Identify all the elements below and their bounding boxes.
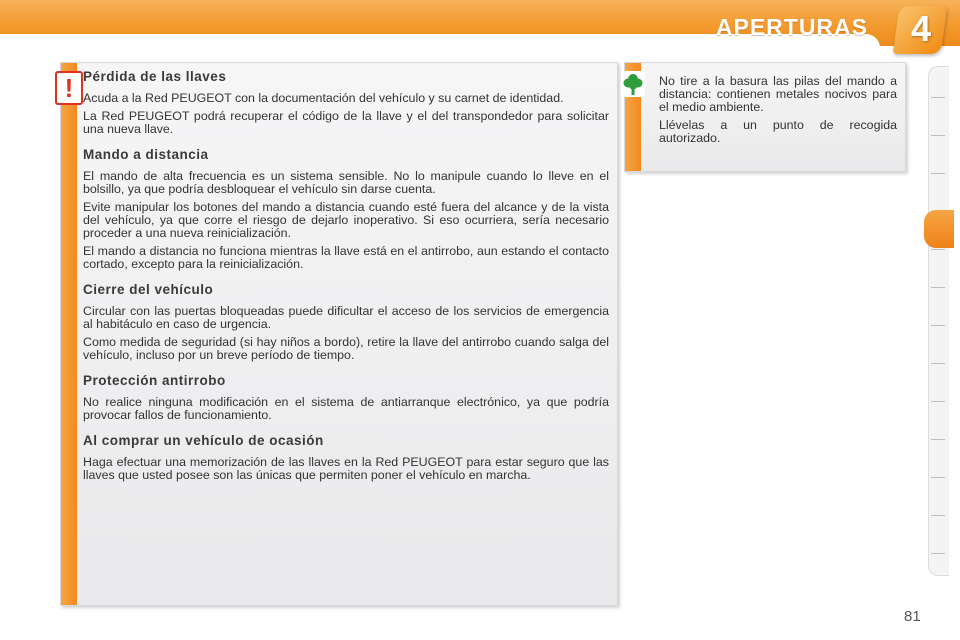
tree-eco-icon [621,71,645,97]
section-paragraph: Como medida de seguridad (si hay niños a bordo), retire la llave del antirrobo cuando salga del vehículo, incluso por un breve período de tiempo. [83,335,609,362]
section-title: Pérdida de las llaves [83,69,227,84]
section-paragraph: La Red PEUGEOT podrá recuperar el código de la llave y el del transpondedor para solicitar una nueva llave. [83,109,609,136]
eco-paragraph: No tire a la basura las pilas del mando a distancia: contienen metales nocivos para el medio ambiente. [659,74,897,114]
rail-tick [931,173,945,174]
section-perdida-llaves [83,69,609,136]
rail-tick [931,287,945,288]
rail-tick [931,325,945,326]
section-paragraph: El mando a distancia no funciona mientras la llave está en el antirrobo, aun estando el contacto cortado, excepto para la reinicialización. [83,244,609,271]
section-mando-distancia [83,147,609,271]
eco-panel-content [659,75,897,150]
section-title: Mando a distancia [83,147,209,162]
section-proteccion-antirrobo [83,373,609,422]
rail-tick [931,553,945,554]
rail-tick [931,249,945,250]
section-title: Protección antirrobo [83,373,226,388]
section-vehiculo-ocasion [83,433,609,482]
warning-exclamation-icon: ! [55,71,83,105]
section-paragraph: Evite manipular los botones del mando a distancia cuando esté fuera del alcance y de la vista del vehículo, ya que corre el riesgo de dejarlo inoperativo. Si eso ocurriera, sería necesario proceder a una nueva reinicialización. [83,200,609,240]
rail-tick [931,401,945,402]
eco-paragraph: Llévelas a un punto de recogida autorizado. [659,118,897,145]
section-paragraph: El mando de alta frecuencia es un sistema sensible. No lo manipule cuando lo lleve en el bolsillo, ya que podría desbloquear el vehículo sin darse cuenta. [83,169,609,196]
section-title: Al comprar un vehículo de ocasión [83,433,324,448]
section-cierre-vehiculo [83,282,609,362]
main-info-panel [60,62,618,606]
rail-tick [931,439,945,440]
rail-tick [931,363,945,364]
eco-info-panel [624,62,906,172]
chapter-index-rail [928,66,949,576]
section-paragraph: Circular con las puertas bloqueadas puede dificultar el acceso de los servicios de emergencia al habitáculo en caso de urgencia. [83,304,609,331]
chapter-title: APERTURAS [715,14,868,40]
rail-tick [931,477,945,478]
page-number: 81 [904,608,921,625]
chapter-tab-active[interactable] [924,210,954,248]
rail-tick [931,135,945,136]
rail-tick [931,97,945,98]
section-paragraph: Acuda a la Red PEUGEOT con la documentación del vehículo y su carnet de identidad. [83,91,564,105]
rail-tick [931,515,945,516]
panel-stripe [61,63,77,605]
section-paragraph: No realice ninguna modificación en el sistema de antiarranque electrónico, ya que podría provocar fallos de funcionamiento. [83,395,609,422]
chapter-number: 4 [910,8,932,49]
section-paragraph: Haga efectuar una memorización de las llaves en la Red PEUGEOT para estar seguro que las llaves que usted posee son las únicas que permiten poner el vehículo en marcha. [83,455,609,482]
main-panel-content [83,69,609,493]
section-title: Cierre del vehículo [83,282,214,297]
